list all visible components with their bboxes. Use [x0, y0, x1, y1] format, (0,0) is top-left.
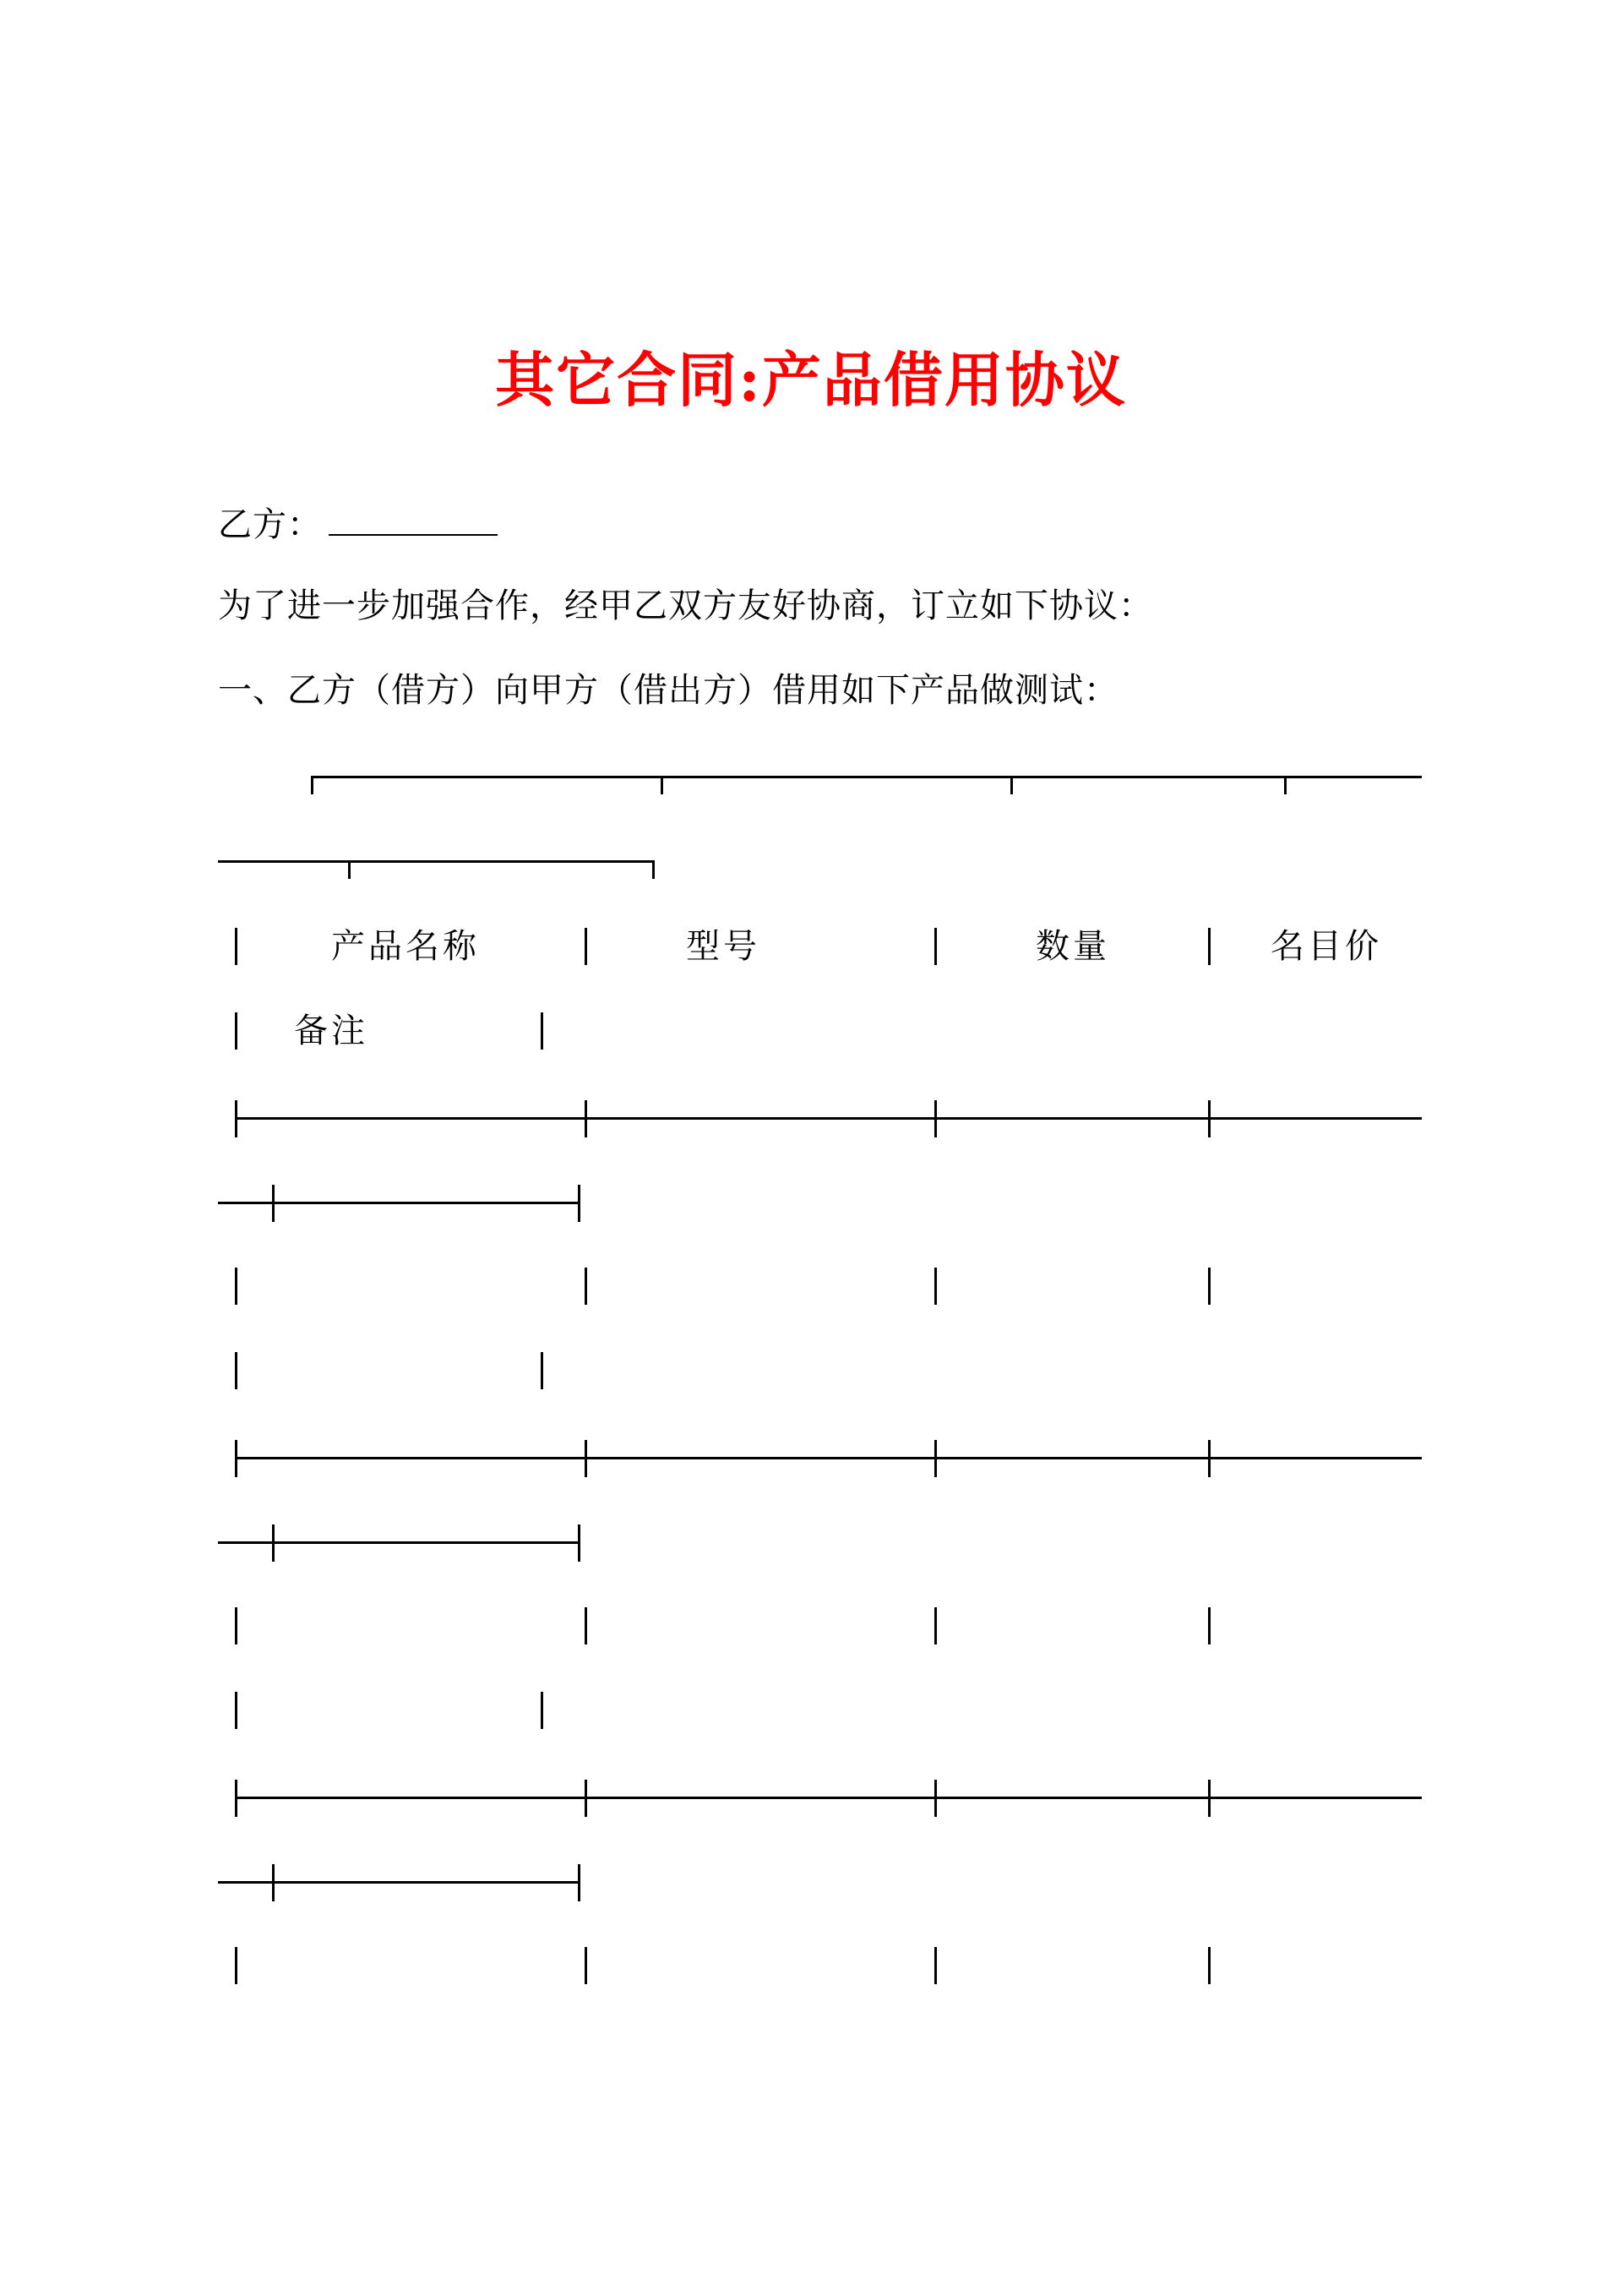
- table-top-tick: [348, 860, 351, 879]
- cell-divider: [1208, 1268, 1211, 1305]
- column-header-quantity: 数量: [1036, 927, 1110, 966]
- cell-divider: [1208, 1607, 1211, 1644]
- row-separator-tick: [1208, 1440, 1211, 1477]
- column-header-product-name: 产品名称: [331, 927, 480, 966]
- row-separator-tick: [578, 1864, 580, 1901]
- row-separator-tick: [934, 1780, 937, 1817]
- cell-divider: [235, 1692, 237, 1729]
- row-separator-tick: [585, 1100, 587, 1137]
- table-top-border: [311, 776, 1422, 778]
- table-top-corner: [311, 776, 313, 794]
- table-top-corner: [652, 860, 655, 879]
- cell-divider: [235, 1012, 237, 1050]
- cell-divider: [585, 1947, 587, 1984]
- cell-divider: [934, 928, 937, 965]
- cell-divider: [585, 928, 587, 965]
- column-header-remarks: 备注: [294, 1012, 368, 1050]
- row-separator-tick: [1208, 1780, 1211, 1817]
- row-separator-tick: [585, 1440, 587, 1477]
- column-header-list-price: 名目价: [1271, 927, 1382, 966]
- cell-divider: [235, 1352, 237, 1389]
- row-separator-tick: [235, 1100, 237, 1137]
- column-header-model: 型号: [686, 927, 760, 966]
- cell-divider: [585, 1268, 587, 1305]
- cell-divider: [541, 1012, 543, 1050]
- intro-paragraph: 为了进一步加强合作，经甲乙双方友好协商，订立如下协议：: [218, 586, 1153, 625]
- row-separator-tick: [578, 1524, 580, 1562]
- table-top-border-wrap: [218, 860, 654, 863]
- cell-divider: [585, 1607, 587, 1644]
- row-separator: [235, 1117, 1422, 1120]
- row-separator-tick: [1208, 1100, 1211, 1137]
- cell-divider: [1208, 1947, 1211, 1984]
- document-title: 其它合同:产品借用协议: [495, 345, 1127, 415]
- row-separator-tick: [272, 1864, 275, 1901]
- table-top-tick: [1284, 776, 1287, 794]
- cell-divider: [235, 1607, 237, 1644]
- cell-divider: [1208, 928, 1211, 965]
- cell-divider: [934, 1947, 937, 1984]
- row-separator-tick: [272, 1524, 275, 1562]
- row-separator: [235, 1797, 1422, 1799]
- row-separator-tick: [235, 1780, 237, 1817]
- row-separator-tick: [934, 1100, 937, 1137]
- party-b-blank: [329, 500, 498, 536]
- cell-divider: [934, 1268, 937, 1305]
- table-top-tick: [661, 776, 663, 794]
- cell-divider: [235, 1268, 237, 1305]
- party-b-label: 乙方：: [218, 505, 322, 544]
- row-separator-tick: [578, 1185, 580, 1222]
- cell-divider: [235, 928, 237, 965]
- cell-divider: [541, 1692, 543, 1729]
- row-separator-tick: [934, 1440, 937, 1477]
- table-top-tick: [1010, 776, 1013, 794]
- cell-divider: [934, 1607, 937, 1644]
- row-separator-tick: [235, 1440, 237, 1477]
- party-b-line: [218, 500, 498, 546]
- row-separator: [235, 1457, 1422, 1459]
- cell-divider: [235, 1947, 237, 1984]
- cell-divider: [541, 1352, 543, 1389]
- row-separator-tick: [272, 1185, 275, 1222]
- row-separator-tick: [585, 1780, 587, 1817]
- clause-1: 一、乙方（借方）向甲方（借出方）借用如下产品做测试：: [218, 671, 1119, 710]
